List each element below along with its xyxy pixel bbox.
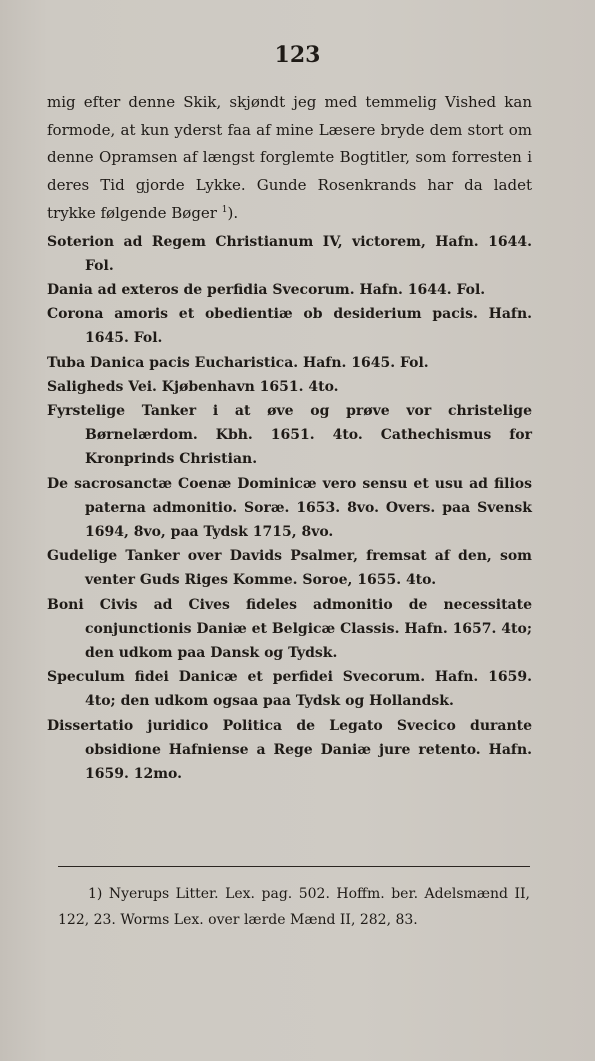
book-entry: De sacrosanctæ Coenæ Dominicæ vero sensu et usu ad filios paterna admonitio. Soræ. 1653. 8vo. Overs. paa Svensk 1694, 8vo, paa Tydsk 1715, 8vo. (47, 475, 532, 540)
book-entry: Fyrstelige Tanker i at øve og prøve vor christelige Børnelærdom. Kbh. 1651. 4to. Cathechismus for Kronprinds Christian. (47, 402, 532, 468)
intro-text: mig efter denne Skik, skjøndt jeg med temmelig Vished kan formode, at kun yderst faa af mine Læsere bryde dem stort om denne Opramsen af længst forglemte Bogtitler, som forresten i deres Tid gjorde Lykke. Gunde Rosenkrands har da ladet trykke følgende Bøger (47, 93, 532, 222)
book-entry: Saligheds Vei. Kjøbenhavn 1651. 4to. (47, 378, 339, 395)
book-list (47, 230, 532, 787)
book-entry: Boni Civis ad Cives fideles admonitio de necessitate conjunctionis Daniæ et Belgicæ Classis. Hafn. 1657. 4to; den udkom paa Dansk og Tydsk. (47, 596, 532, 661)
book-entry: Dissertatio juridico Politica de Legato Svecico durante obsidione Hafniense a Rege Daniæ jure retento. Hafn. 1659. 12mo. (47, 717, 532, 782)
book-entry: Gudelige Tanker over Davids Psalmer, fremsat af den, som venter Guds Riges Komme. Soroe, 1655. 4to. (47, 548, 532, 589)
intro-paragraph (47, 89, 532, 228)
intro-end: ). (227, 203, 239, 222)
book-entry: Soterion ad Regem Christianum IV, victorem, Hafn. 1644. Fol. (47, 233, 532, 274)
footnote-divider (58, 866, 530, 867)
footnote-marker: 1 (221, 204, 228, 215)
book-entry: Dania ad exteros de perfidia Svecorum. Hafn. 1644. Fol. (47, 281, 486, 298)
main-text (47, 89, 532, 786)
book-entry: Corona amoris et obedientiæ ob desiderium pacis. Hafn. 1645. Fol. (47, 306, 532, 347)
page-number: 123 (274, 42, 321, 68)
book-entry: Speculum fidei Danicæ et perfidei Svecorum. Hafn. 1659. 4to; den udkom ogsaa paa Tydsk og Hollandsk. (47, 669, 532, 710)
footnote: 1) Nyerups Litter. Lex. pag. 502. Hoffm. ber. Adelsmænd II, 122, 23. Worms Lex. over lærde Mænd II, 282, 83. (58, 886, 530, 928)
book-entry: Tuba Danica pacis Eucharistica. Hafn. 1645. Fol. (47, 354, 429, 371)
